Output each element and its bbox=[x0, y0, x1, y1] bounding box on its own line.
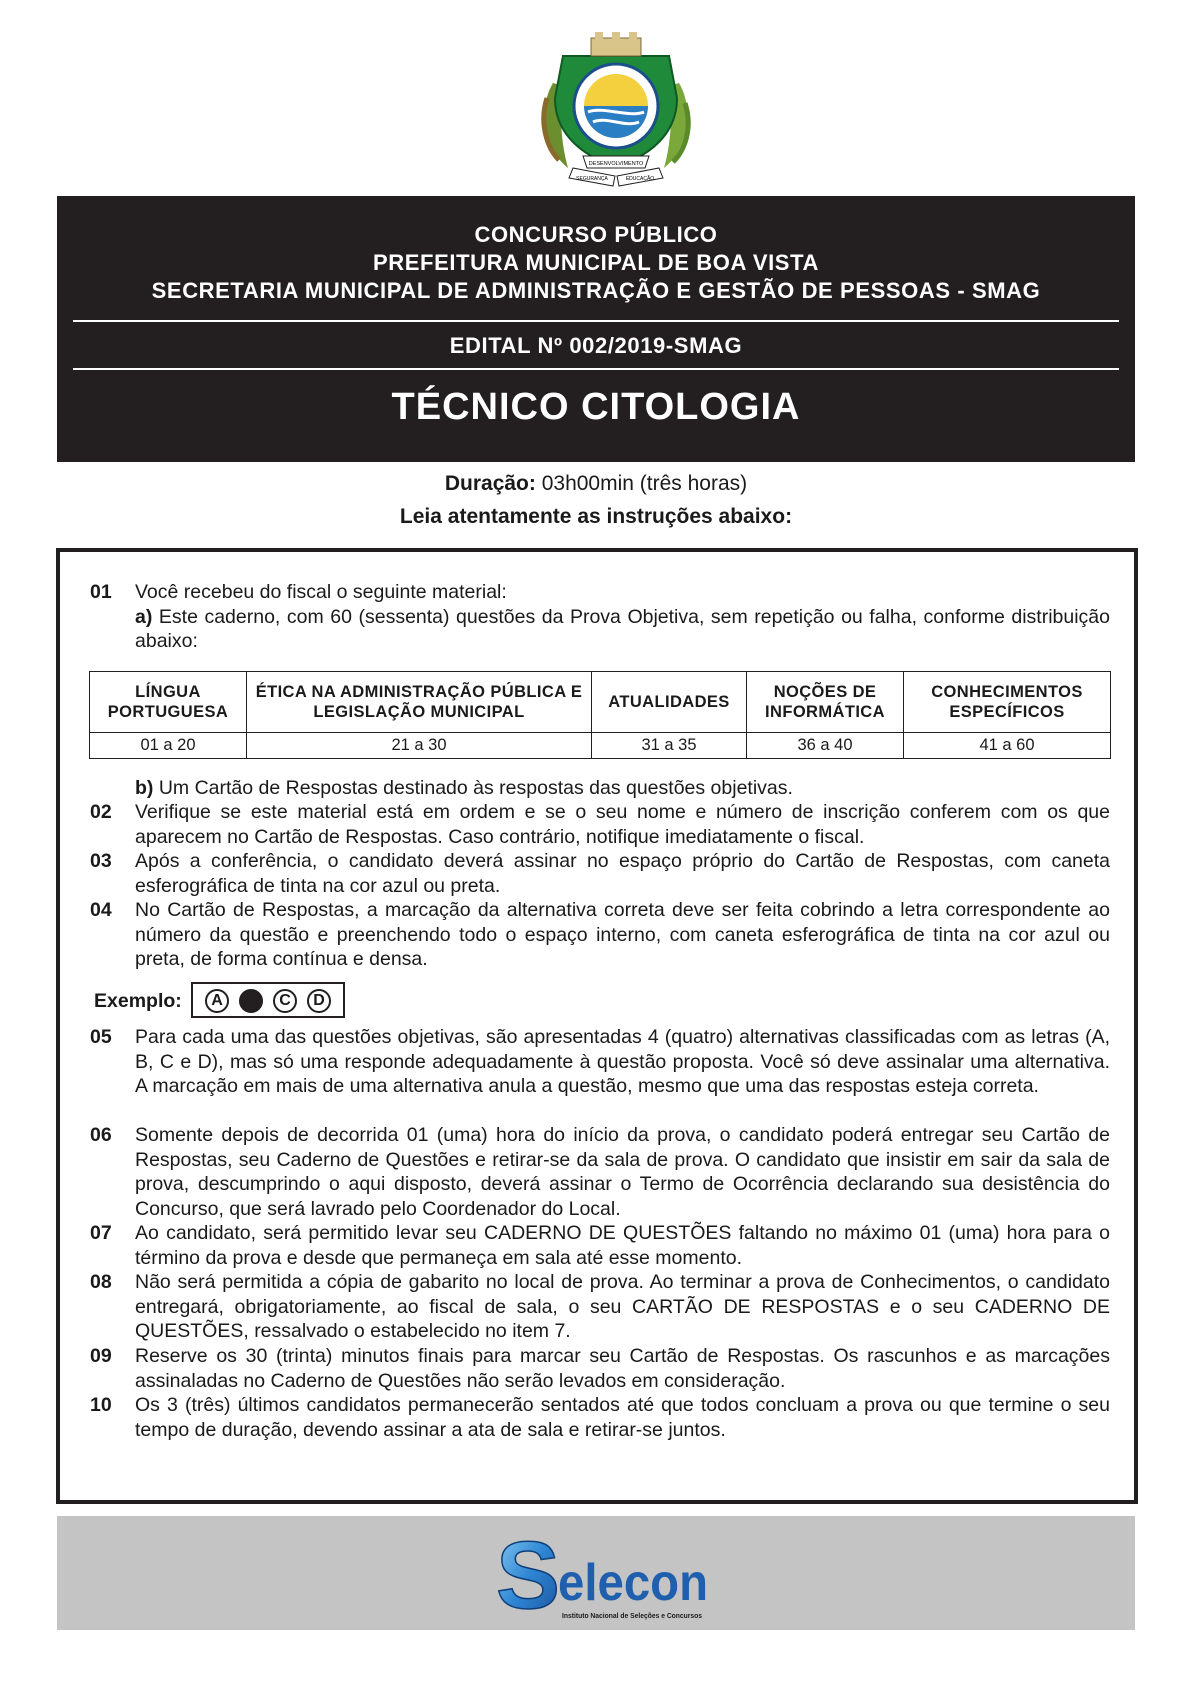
item-a-text: Este caderno, com 60 (sessenta) questões da Prova Objetiva, sem repetição ou falha, conforme distribuição abaixo: bbox=[135, 605, 1110, 653]
example-bubbles bbox=[191, 982, 345, 1018]
instruction-02 bbox=[90, 800, 1110, 849]
instruction-text: Somente depois de decorrida 01 (uma) hora do início da prova, o candidato poderá entregar seu Cartão de Respostas, seu Caderno de Questões e retirar-se da sala de prova. O candidato que insistir em sair da sala de prova, descumprindo o aqui disposto, deverá assinar o Termo de Ocorrência declarando sua desistência do Concurso, que será lavrado pelo Coordenador do Local. bbox=[135, 1124, 1110, 1220]
table-cell: 01 a 20 bbox=[90, 733, 247, 759]
instruction-05 bbox=[90, 1025, 1110, 1099]
instruction-03 bbox=[90, 849, 1110, 898]
logo-wordmark: elecon bbox=[558, 1554, 708, 1612]
table-header: NOÇÕES DE INFORMÁTICA bbox=[747, 672, 904, 733]
instruction-number: 01 bbox=[90, 581, 112, 603]
instruction-text: Os 3 (três) últimos candidatos permanecerão sentados até que todos concluam a prova ou que termine o seu tempo de duração, devendo assinar a ata de sala e retirar-se juntos. bbox=[135, 1394, 1110, 1441]
position-title: TÉCNICO CITOLOGIA bbox=[391, 386, 801, 428]
instruction-text: No Cartão de Respostas, a marcação da alternativa correta deve ser feita cobrindo a letra correspondente ao número da questão e preenchendo todo o espaço interno, com caneta esferográfica de tinta na cor azul ou preta, de forma contínua e densa. bbox=[135, 899, 1110, 971]
instruction-01 bbox=[90, 580, 1110, 654]
instruction-number: 06 bbox=[90, 1124, 112, 1146]
item-b-label: b) bbox=[135, 777, 154, 799]
instruction-number: 07 bbox=[90, 1222, 112, 1244]
instruction-number: 04 bbox=[90, 899, 112, 921]
duration-line bbox=[0, 472, 1192, 496]
seal-ribbon-right: EDUCAÇÃO bbox=[625, 176, 655, 182]
item-a-label: a) bbox=[135, 605, 153, 628]
instruction-01-b bbox=[90, 776, 1110, 801]
instruction-number: 10 bbox=[90, 1394, 112, 1416]
instruction-08 bbox=[90, 1270, 1110, 1344]
edital-number: EDITAL Nº 002/2019-SMAG bbox=[449, 333, 743, 358]
instruction-text: Não será permitida a cópia de gabarito no local de prova. Ao terminar a prova de Conhecimentos, o candidato entregará, obrigatoriamente, ao fiscal de sala, o seu CARTÃO DE RESPOSTAS e o seu CADERNO DE QUESTÕES, ressalvado o estabelecido no item 7. bbox=[135, 1271, 1110, 1343]
selecon-logo bbox=[492, 1522, 712, 1626]
instruction-text: Para cada uma das questões objetivas, são apresentadas 4 (quatro) alternativas classificadas com as letras (A, B, C e D), mas só uma responde adequadamente à questão proposta. Você só deve assinalar uma alternativa. A marcação em mais de uma alternativa anula a questão, mesmo que uma das respostas esteja correta. bbox=[135, 1026, 1110, 1098]
seal-ribbon-left: SEGURANÇA bbox=[576, 176, 608, 182]
question-distribution-table bbox=[89, 671, 1111, 759]
instruction-09 bbox=[90, 1344, 1110, 1393]
table-row bbox=[90, 733, 1111, 759]
instructions-box bbox=[56, 548, 1138, 1504]
instruction-07 bbox=[90, 1221, 1110, 1270]
table-header-row bbox=[90, 672, 1111, 733]
instruction-text: Você recebeu do fiscal o seguinte material: bbox=[135, 581, 507, 603]
table-header: LÍNGUA PORTUGUESA bbox=[90, 672, 247, 733]
header-divider-top bbox=[73, 320, 1119, 322]
instruction-text: Ao candidato, será permitido levar seu CADERNO DE QUESTÕES faltando no máximo 01 (uma) hora para o término da prova e desde que permaneça em sala até esse momento. bbox=[135, 1222, 1110, 1269]
instruction-04 bbox=[90, 898, 1110, 972]
instruction-number: 09 bbox=[90, 1345, 112, 1367]
bubble-a: A bbox=[205, 989, 229, 1013]
item-b-text: Um Cartão de Respostas destinado às respostas das questões objetivas. bbox=[158, 777, 793, 799]
bubble-d: D bbox=[307, 989, 331, 1013]
header-divider-bottom bbox=[73, 368, 1119, 370]
municipal-coat-of-arms bbox=[533, 28, 699, 188]
instruction-text: Após a conferência, o candidato deverá assinar no espaço próprio do Cartão de Respostas, com caneta esferográfica de tinta na cor azul ou preta. bbox=[135, 850, 1110, 897]
table-cell: 31 a 35 bbox=[592, 733, 747, 759]
duration-label: Duração: bbox=[444, 472, 536, 495]
instruction-text: Reserve os 30 (trinta) minutos finais para marcar seu Cartão de Respostas. Os rascunhos e as marcações assinaladas no Caderno de Questões não serão levados em consideração. bbox=[135, 1345, 1110, 1392]
instruction-06 bbox=[90, 1123, 1110, 1221]
instruction-text: Verifique se este material está em ordem e se o seu nome e número de inscrição conferem com os que aparecem no Cartão de Respostas. Caso contrário, notifique imediatamente o fiscal. bbox=[135, 801, 1110, 848]
instruction-number: 03 bbox=[90, 850, 112, 872]
header-band bbox=[57, 196, 1135, 462]
logo-tagline: Instituto Nacional de Seleções e Concursos bbox=[562, 1611, 702, 1620]
instruction-number: 05 bbox=[90, 1026, 112, 1048]
example-label: Exemplo: bbox=[94, 990, 182, 1012]
secretariat-title: SECRETARIA MUNICIPAL DE ADMINISTRAÇÃO E GESTÃO DE PESSOAS - SMAG bbox=[151, 278, 1041, 303]
contest-title: CONCURSO PÚBLICO bbox=[474, 222, 718, 247]
table-header: ÉTICA NA ADMINISTRAÇÃO PÚBLICA E LEGISLAÇÃO MUNICIPAL bbox=[247, 672, 592, 733]
duration-value: 03h00min (três horas) bbox=[541, 472, 748, 495]
table-header: CONHECIMENTOS ESPECÍFICOS bbox=[904, 672, 1111, 733]
instruction-number: 08 bbox=[90, 1271, 112, 1293]
table-header: ATUALIDADES bbox=[592, 672, 747, 733]
table-cell: 36 a 40 bbox=[747, 733, 904, 759]
instruction-10 bbox=[90, 1393, 1110, 1442]
bubble-b-filled bbox=[239, 989, 263, 1013]
instructions-heading: Leia atentamente as instruções abaixo: bbox=[399, 505, 793, 528]
municipality-title: PREFEITURA MUNICIPAL DE BOA VISTA bbox=[373, 250, 819, 275]
bubble-c: C bbox=[273, 989, 297, 1013]
seal-ribbon-top: DESENVOLVIMENTO bbox=[588, 161, 644, 167]
instruction-number: 02 bbox=[90, 801, 112, 823]
table-cell: 21 a 30 bbox=[247, 733, 592, 759]
footer-band bbox=[57, 1516, 1135, 1630]
logo-initial: S bbox=[496, 1522, 561, 1626]
table-cell: 41 a 60 bbox=[904, 733, 1111, 759]
